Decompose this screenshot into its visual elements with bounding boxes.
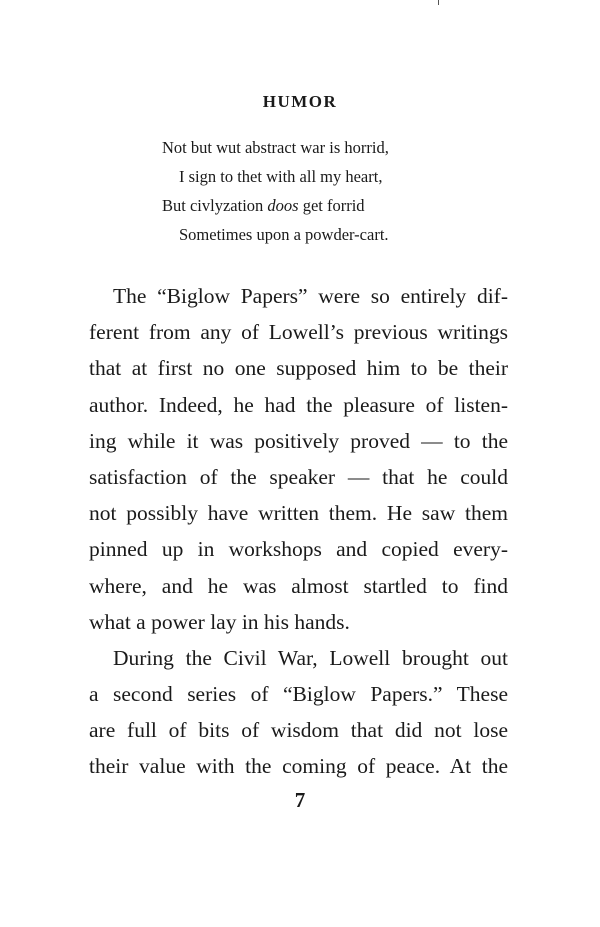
verse-line [162, 191, 482, 220]
page-number: 7 [294, 788, 306, 812]
text-line: a second series of “Biglow Papers.” These [89, 682, 508, 707]
text-line: ing while it was positively proved — to the [89, 428, 508, 453]
verse-quotation [162, 133, 482, 249]
paragraph [89, 640, 508, 785]
verse-line-emphasis: doos [267, 196, 299, 215]
verse-line-pre: But civlyzation [162, 196, 268, 215]
text-line: ferent from any of Lowell’s previous writings [89, 320, 508, 345]
text-line: what a power lay in his hands. [89, 609, 350, 634]
text-line: where, and he was almost startled to find [89, 573, 508, 598]
text-line: are full of bits of wisdom that did not lose [89, 718, 508, 743]
text-line: The “Biglow Papers” were so entirely dif- [113, 284, 508, 308]
scan-mark [438, 0, 439, 5]
text-line: their value with the coming of peace. At the [89, 754, 508, 779]
text-line: During the Civil War, Lowell brought out [113, 645, 508, 670]
text-line: author. Indeed, he had the pleasure of listen- [89, 392, 508, 417]
verse-line: Sometimes upon a powder-cart. [179, 225, 389, 244]
body-text [89, 278, 508, 785]
verse-line: Not but wut abstract war is horrid, [162, 138, 389, 157]
running-head: HUMOR [262, 92, 338, 111]
text-line: not possibly have written them. He saw them [89, 501, 508, 526]
text-line: pinned up in workshops and copied every- [89, 537, 508, 562]
verse-line: I sign to thet with all my heart, [179, 167, 383, 186]
text-line: that at first no one supposed him to be their [89, 356, 508, 381]
text-line: satisfaction of the speaker — that he could [89, 464, 508, 489]
verse-line-post: get forrid [298, 196, 365, 215]
paragraph [89, 278, 508, 640]
